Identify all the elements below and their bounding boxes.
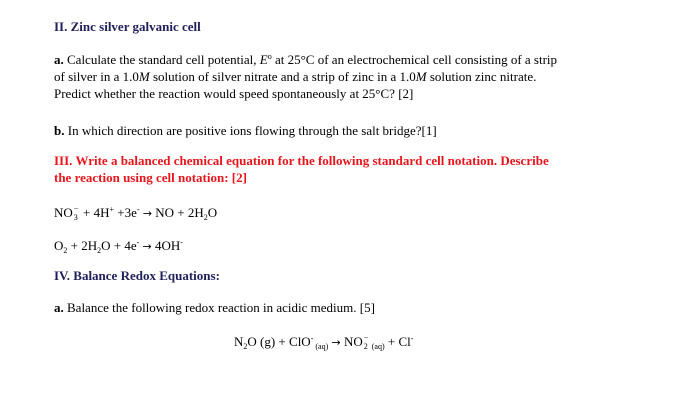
phase-subscript: (aq) [369,342,385,351]
reaction-arrow: → [142,240,152,253]
question-4a [54,300,375,316]
count-subscript: 2 [203,213,208,222]
section-3-heading-line-1: III. Write a balanced chemical equation for the following standard cell notation. Describe [54,153,549,168]
nitrate-charge-stack [73,204,80,222]
eq-term: NO [54,205,73,220]
equation-redox-acidic [234,334,413,351]
charge-superscript: - [310,334,314,343]
count-subscript: 2 [243,342,248,351]
count-subscript: 2 [97,246,102,255]
charge-superscript: - [410,334,414,343]
text-run: solution of silver nitrate and a strip of zinc in a 1.0 [149,69,416,84]
eq-term: + 4H [79,205,110,220]
section-4-heading: IV. Balance Redox Equations: [54,268,220,283]
eq-term: N [234,334,244,349]
section-3-heading-line-2: the reaction using cell notation: [2] [54,170,247,185]
eq-term: 4OH [151,238,181,253]
eq-term: NO + 2H [152,205,204,220]
text-run: solution zinc nitrate. [426,69,537,84]
question-text: Balance the following redox reaction in acidic medium. [5] [67,300,375,315]
count-subscript: 2 [363,342,368,351]
eq-term: + 2H [67,238,98,253]
molarity-unit: M [138,69,150,84]
eq-term: O [54,238,64,253]
text-run: of silver in a 1.0 [54,69,139,84]
charge-superscript: − [363,333,369,342]
eq-term: O (g) + ClO [247,334,311,349]
question-2a-line-3: Predict whether the reaction would speed spontaneously at 25°C? [2] [54,86,414,101]
charge-superscript: - [136,205,140,214]
section-2-heading: II. Zinc silver galvanic cell [54,19,201,34]
count-subscript: 2 [63,246,68,255]
reaction-arrow: → [331,336,341,349]
eq-term: +3e [114,205,137,220]
eq-term: NO [340,334,363,349]
count-subscript: 3 [73,213,78,222]
charge-superscript: + [109,205,115,214]
text-run: Calculate the standard cell potential, [67,52,260,67]
symbol-E: E [259,52,268,67]
question-2a-line-1 [54,52,557,68]
question-text: In which direction are positive ions flowing through the salt bridge?[1] [67,123,437,138]
text-run: at 25°C of an electrochemical cell consisting of a strip [271,52,558,67]
molarity-unit: M [415,69,427,84]
question-2a-line-2 [54,69,536,85]
phase-subscript: (aq) [313,342,329,351]
degree-superscript: o [267,52,272,61]
eq-term: + Cl [384,334,411,349]
nitrite-charge-stack [363,333,370,351]
eq-term: O [207,205,218,220]
question-2b [54,123,437,139]
equation-nitrate-reduction [54,205,217,222]
equation-oxygen-reduction [54,238,183,255]
question-label: a. [54,52,64,67]
charge-superscript: - [180,238,183,247]
charge-superscript: − [73,204,79,213]
charge-superscript: - [136,238,140,247]
reaction-arrow: → [142,207,153,220]
eq-term: O + 4e [101,238,137,253]
question-label: b. [54,123,65,138]
question-label: a. [54,300,64,315]
